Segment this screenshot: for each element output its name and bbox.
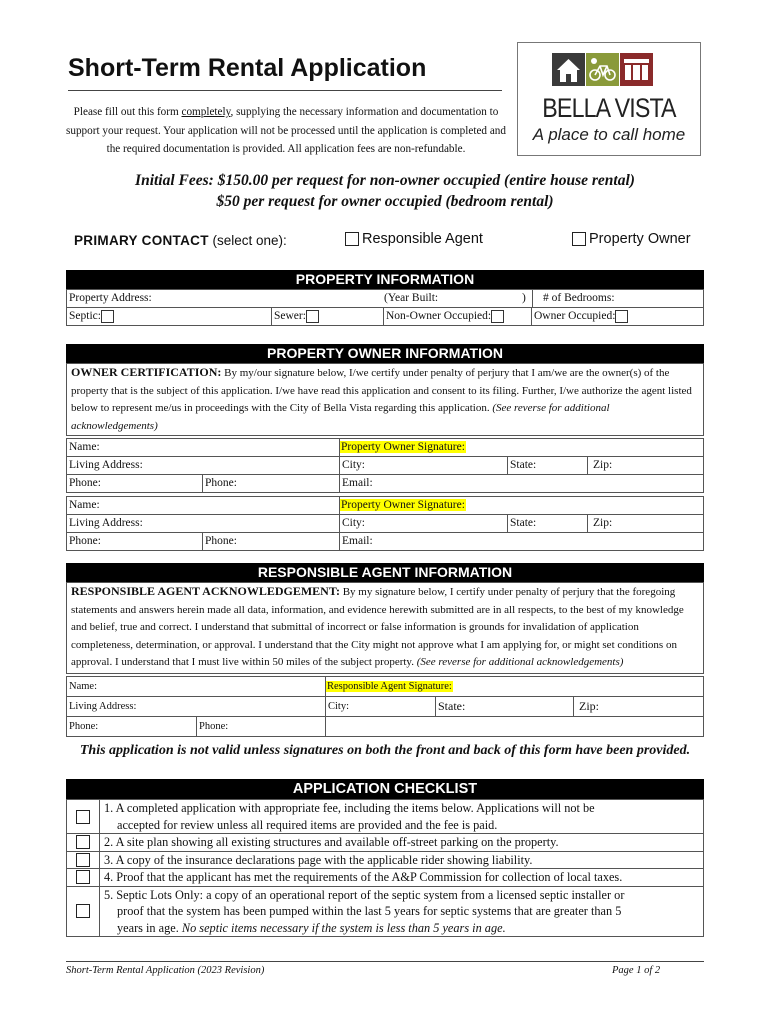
checklist-checkbox-3[interactable] <box>76 853 90 867</box>
property-address-field[interactable]: Property Address: <box>69 292 152 304</box>
checklist-box-5[interactable] <box>67 887 100 937</box>
property-owner-option[interactable] <box>572 231 691 247</box>
owner1-living-address-field[interactable]: Living Address: <box>67 457 340 474</box>
property-owner-label: Property Owner <box>589 231 691 247</box>
primary-contact-bold: PRIMARY CONTACT <box>74 233 209 248</box>
owner2-phone-field[interactable]: Phone: <box>67 533 203 550</box>
footer-form-name: Short-Term Rental Application (2023 Revision) <box>66 965 265 976</box>
checklist-box-3[interactable] <box>67 852 100 869</box>
agent-state-field[interactable]: State: <box>436 697 574 716</box>
checklist-item-5-text: years in age. <box>117 920 182 935</box>
owner-certification <box>66 363 704 436</box>
checklist-item-3: 3. A copy of the insurance declarations page with the applicable rider showing liability. <box>104 852 533 867</box>
bedrooms-field[interactable]: # of Bedrooms: <box>532 290 703 307</box>
owner2-zip-field[interactable]: Zip: <box>593 517 613 529</box>
year-built-label: (Year Built: <box>384 292 439 304</box>
owner1-phone2-field[interactable]: Phone: <box>203 475 340 492</box>
checklist-checkbox-1[interactable] <box>76 810 90 824</box>
footer-page-number: Page 1 of 2 <box>612 965 661 976</box>
owner2-living-address-field[interactable]: Living Address: <box>67 515 340 532</box>
property-owner-heading: PROPERTY OWNER INFORMATION <box>66 344 704 363</box>
owner2-city-field[interactable]: City: <box>340 515 508 532</box>
checklist-item-1 <box>100 800 703 833</box>
owner1-city-field[interactable]: City: <box>340 457 508 474</box>
checklist-box-1[interactable] <box>67 800 100 833</box>
intro-before: Please fill out this form <box>73 106 182 118</box>
responsible-agent-label: Responsible Agent <box>362 231 483 247</box>
bicycle-icon <box>586 53 619 86</box>
agent-zip-field[interactable]: Zip: <box>579 698 599 713</box>
sewer-checkbox[interactable] <box>306 310 319 323</box>
owner2-signature-field[interactable] <box>340 497 703 514</box>
owner1-state-field[interactable]: State: <box>508 457 588 474</box>
page-title: Short-Term Rental Application <box>68 54 427 82</box>
sewer-label: Sewer: <box>274 310 306 322</box>
owner2-name-field[interactable]: Name: <box>67 497 340 514</box>
owner1-signature-label: Property Owner Signature: <box>341 441 465 453</box>
owner1-name-field[interactable]: Name: <box>67 439 340 456</box>
owner-occupied-label: Owner Occupied: <box>534 310 616 322</box>
checklist-checkbox-5[interactable] <box>76 904 90 918</box>
owner1-signature-field[interactable] <box>340 439 703 456</box>
responsible-agent-checkbox[interactable] <box>345 232 359 246</box>
checklist-checkbox-2[interactable] <box>76 835 90 849</box>
bella-vista-logo <box>517 42 701 156</box>
intro-text <box>66 103 506 159</box>
property-information-section <box>66 270 704 326</box>
checklist-item-5 <box>100 887 703 937</box>
logo-name: BELLA VISTA <box>542 93 676 123</box>
agent-phone-field[interactable]: Phone: <box>67 717 197 736</box>
title-divider <box>68 90 502 91</box>
storefront-icon <box>620 53 653 86</box>
property-owner-checkbox[interactable] <box>572 232 586 246</box>
checklist-item-2: 2. A site plan showing all existing structures and available off-street parking on the property. <box>104 835 559 849</box>
checklist-box-4[interactable] <box>67 869 100 886</box>
logo-tagline: A place to call home <box>532 125 686 144</box>
agent-ack-note: (See reverse for additional acknowledgements) <box>416 656 624 668</box>
non-owner-label: Non-Owner Occupied: <box>386 310 492 322</box>
fee-line-2: $50 per request for owner occupied (bedroom rental) <box>216 193 554 210</box>
footer-divider <box>66 961 704 962</box>
septic-field <box>67 308 272 325</box>
checklist-box-2[interactable] <box>67 834 100 851</box>
signature-notice: This application is not valid unless signatures on both the front and back of this form have been provided. <box>79 743 691 758</box>
septic-label: Septic: <box>69 310 101 322</box>
owner-cert-text: By my/our signature below, I/we certify under penalty of perjury that I am/we are the owner(s) of the property that is the subject of this application. I/we have read this application and consent to its filing. Further, I/we authorize the agent listed below to represent me/us in proceedings with the City of Bella Vista regarding this application. <box>71 367 692 414</box>
intro-underlined: completely <box>181 106 231 118</box>
owner2-email-field[interactable]: Email: <box>342 535 373 547</box>
owner2-state-field[interactable]: State: <box>508 515 588 532</box>
responsible-agent-option[interactable] <box>345 231 483 247</box>
checklist-item-1-line2: accepted for review unless all required items are provided and the fee is paid. <box>117 817 498 832</box>
year-built-close: ) <box>522 292 526 304</box>
agent-empty-field[interactable] <box>326 717 703 736</box>
agent-city-field[interactable]: City: <box>326 697 436 716</box>
agent-phone2-field[interactable]: Phone: <box>197 717 326 736</box>
property-owner-section <box>66 344 704 551</box>
owner1-zip-field[interactable]: Zip: <box>593 459 613 471</box>
house-icon <box>552 53 585 86</box>
owner-cert-title: OWNER CERTIFICATION: <box>71 365 222 379</box>
primary-contact-label <box>74 233 287 248</box>
checklist-item-5-line3 <box>104 920 699 937</box>
septic-checkbox[interactable] <box>101 310 114 323</box>
agent-name-field[interactable]: Name: <box>67 677 326 696</box>
agent-signature-field[interactable] <box>326 677 703 696</box>
agent-ack-title: RESPONSIBLE AGENT ACKNOWLEDGEMENT: <box>71 584 340 598</box>
checklist-checkbox-4[interactable] <box>76 870 90 884</box>
owner-occupied-checkbox[interactable] <box>615 310 628 323</box>
owner-cert-note: (See reverse for additional acknowledgements) <box>71 402 610 432</box>
intro-after: , supplying the necessary information and documentation to support your request. Your application will not be processed until the application is completed and the required documentation is provided. All application fees are non-refundable. <box>66 106 506 155</box>
checklist-heading: APPLICATION CHECKLIST <box>66 779 704 799</box>
checklist-item-5-line2: proof that the system has been pumped within the last 5 years for septic systems that are greater than 5 <box>117 904 622 918</box>
fee-line-1: Initial Fees: $150.00 per request for non-owner occupied (entire house rental) <box>135 172 635 189</box>
checklist-item-5-line1: 5. Septic Lots Only: a copy of an operational report of the septic system from a licensed septic installer or <box>104 887 625 902</box>
checklist-item-1-line1: 1. A completed application with appropriate fee, including the items below. Applications will not be <box>104 801 595 815</box>
primary-contact-rest: (select one): <box>208 233 287 248</box>
owner2-signature-label: Property Owner Signature: <box>341 499 465 511</box>
agent-living-address-field[interactable]: Living Address: <box>67 697 326 716</box>
responsible-agent-section <box>66 563 704 737</box>
responsible-agent-heading: RESPONSIBLE AGENT INFORMATION <box>66 563 704 582</box>
application-checklist <box>66 779 704 937</box>
agent-ack-text: By my signature below, I certify under penalty of perjury that the foregoing statements and answers herein made all data, information, and evidence herewith submitted are in all respects, to the best of my knowledge and belief, true and correct. I understand that submittal of incorrect or false information is grounds for invalidation of application completeness, determination, or approval. I understand that the City might not approve what I am applying for, or might set conditions on approval. I understand that I must live within 50 miles of the subject property. <box>71 586 684 668</box>
property-information-heading: PROPERTY INFORMATION <box>66 270 704 289</box>
owner-occupied-field <box>532 308 703 325</box>
owner2-phone2-field[interactable]: Phone: <box>203 533 340 550</box>
sewer-field <box>272 308 384 325</box>
year-built-field[interactable] <box>384 290 532 307</box>
agent-signature-label: Responsible Agent Signature: <box>327 680 452 692</box>
owner1-phone-field[interactable]: Phone: <box>67 475 203 492</box>
checklist-item-4: 4. Proof that the applicant has met the requirements of the A&P Commission for collection of local taxes. <box>104 870 623 884</box>
checklist-item-5-note: No septic items necessary if the system is less than 5 years in age. <box>181 920 506 935</box>
non-owner-checkbox[interactable] <box>491 310 504 323</box>
owner1-email-field[interactable]: Email: <box>342 477 373 489</box>
non-owner-occupied-field <box>384 308 532 325</box>
agent-acknowledgement <box>66 582 704 674</box>
